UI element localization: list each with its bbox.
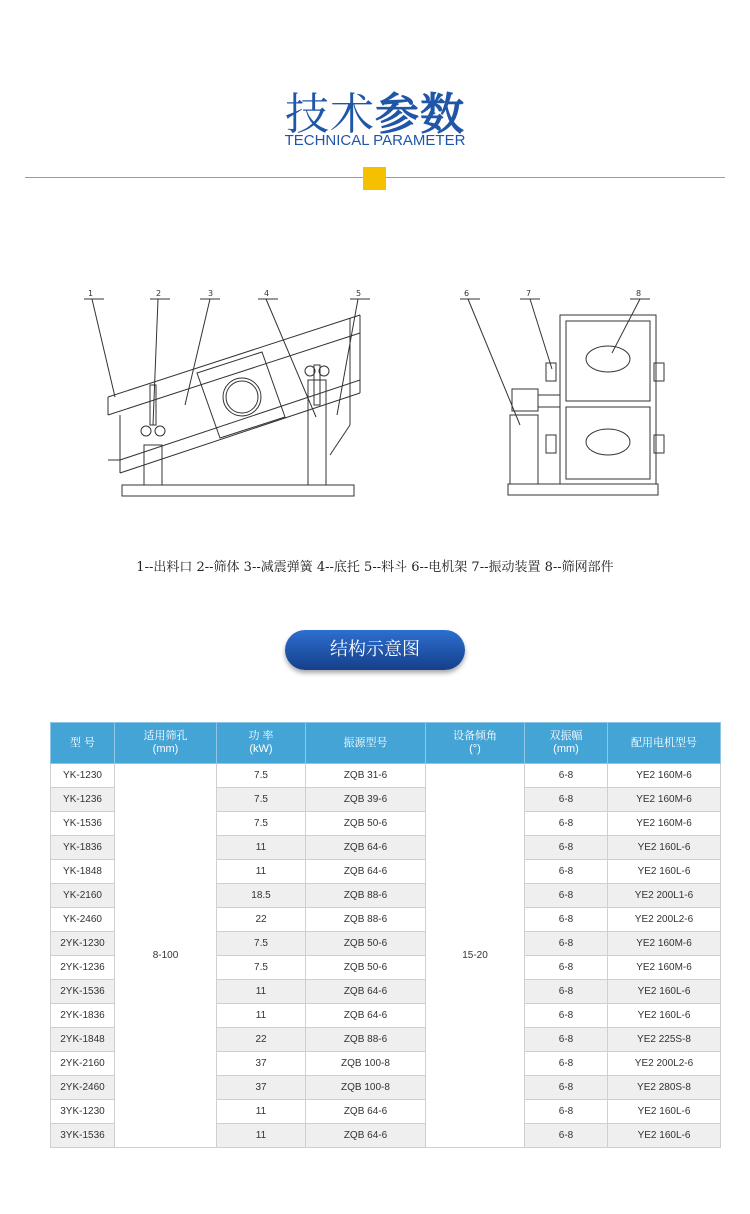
cell-power: 7.5	[217, 788, 306, 812]
cell-amplitude: 6-8	[525, 884, 608, 908]
cell-vibration-source: ZQB 50-6	[306, 812, 426, 836]
callout-label: 6	[464, 289, 470, 298]
column-header-power: 功 率 (kW)	[217, 723, 306, 764]
cell-model: YK-1848	[51, 860, 115, 884]
title-bold: 参数	[375, 89, 465, 140]
cell-model: 2YK-1536	[51, 980, 115, 1004]
cell-vibration-source: ZQB 64-6	[306, 836, 426, 860]
callout-label: 2	[156, 289, 162, 298]
vibrator-box	[197, 352, 285, 438]
cell-sieve-hole: 8-100	[115, 764, 217, 1148]
callout-label: 3	[208, 289, 214, 298]
column-header-motor: 配用电机型号	[608, 723, 721, 764]
cell-vibration-source: ZQB 64-6	[306, 1124, 426, 1148]
cell-angle: 15-20	[426, 764, 525, 1148]
cell-amplitude: 6-8	[525, 1028, 608, 1052]
column-header-angle: 设备倾角 (°)	[426, 723, 525, 764]
cell-power: 11	[217, 980, 306, 1004]
screen-mesh-upper	[586, 346, 630, 372]
cell-model: 3YK-1536	[51, 1124, 115, 1148]
cell-amplitude: 6-8	[525, 932, 608, 956]
cell-power: 11	[217, 1004, 306, 1028]
structure-drawing	[60, 285, 690, 505]
column-header-sieve-hole: 适用筛孔 (mm)	[115, 723, 217, 764]
cell-vibration-source: ZQB 50-6	[306, 956, 426, 980]
cell-power: 11	[217, 1124, 306, 1148]
title-light: 技术	[285, 89, 375, 140]
header	[0, 0, 750, 200]
cell-power: 7.5	[217, 932, 306, 956]
spec-table	[50, 722, 721, 1148]
cell-amplitude: 6-8	[525, 1004, 608, 1028]
cell-power: 22	[217, 1028, 306, 1052]
column-header-model: 型 号	[51, 723, 115, 764]
cell-vibration-source: ZQB 64-6	[306, 1004, 426, 1028]
cell-power: 11	[217, 1100, 306, 1124]
cell-vibration-source: ZQB 100-8	[306, 1076, 426, 1100]
cell-motor: YE2 160L-6	[608, 1100, 721, 1124]
cell-model: 2YK-1836	[51, 1004, 115, 1028]
cell-amplitude: 6-8	[525, 908, 608, 932]
cell-power: 7.5	[217, 956, 306, 980]
screen-mesh-lower	[586, 429, 630, 455]
cell-amplitude: 6-8	[525, 956, 608, 980]
cell-model: YK-1230	[51, 764, 115, 788]
cell-power: 11	[217, 836, 306, 860]
cell-motor: YE2 160L-6	[608, 1004, 721, 1028]
cell-amplitude: 6-8	[525, 788, 608, 812]
cell-model: YK-1836	[51, 836, 115, 860]
cell-power: 18.5	[217, 884, 306, 908]
column-header-vibration-source: 振源型号	[306, 723, 426, 764]
cell-amplitude: 6-8	[525, 812, 608, 836]
cell-model: 2YK-1848	[51, 1028, 115, 1052]
cell-motor: YE2 160L-6	[608, 980, 721, 1004]
cell-model: 2YK-1230	[51, 932, 115, 956]
cell-model: YK-1236	[51, 788, 115, 812]
cell-amplitude: 6-8	[525, 980, 608, 1004]
table-header-row	[51, 723, 721, 764]
structure-diagram-button[interactable]: 结构示意图	[285, 630, 465, 670]
page-subtitle: TECHNICAL PARAMETER	[284, 132, 466, 149]
column-header-amplitude: 双振幅 (mm)	[525, 723, 608, 764]
cell-power: 22	[217, 908, 306, 932]
cell-model: YK-2460	[51, 908, 115, 932]
cell-power: 37	[217, 1076, 306, 1100]
parts-legend: 1--出料口 2--筛体 3--减震弹簧 4--底托 5--料斗 6--电机架 7--振动装置 8--筛网部件	[136, 560, 614, 575]
cell-motor: YE2 160L-6	[608, 836, 721, 860]
cell-vibration-source: ZQB 39-6	[306, 788, 426, 812]
screen-box	[560, 315, 656, 484]
cell-motor: YE2 200L2-6	[608, 1052, 721, 1076]
cell-motor: YE2 160M-6	[608, 764, 721, 788]
cell-vibration-source: ZQB 64-6	[306, 1100, 426, 1124]
cell-amplitude: 6-8	[525, 1076, 608, 1100]
cell-vibration-source: ZQB 31-6	[306, 764, 426, 788]
cell-power: 37	[217, 1052, 306, 1076]
cell-amplitude: 6-8	[525, 836, 608, 860]
cell-vibration-source: ZQB 64-6	[306, 860, 426, 884]
cell-power: 11	[217, 860, 306, 884]
cell-motor: YE2 160L-6	[608, 1124, 721, 1148]
vibrator-wheel	[223, 378, 261, 416]
cell-power: 7.5	[217, 764, 306, 788]
divider-marker	[363, 167, 386, 190]
cell-power: 7.5	[217, 812, 306, 836]
cell-model: 2YK-2160	[51, 1052, 115, 1076]
cell-motor: YE2 280S-8	[608, 1076, 721, 1100]
callout-label: 5	[356, 289, 362, 298]
motor	[512, 389, 538, 411]
cell-amplitude: 6-8	[525, 1052, 608, 1076]
callout-label: 4	[264, 289, 270, 298]
cell-motor: YE2 200L2-6	[608, 908, 721, 932]
base-frame	[122, 485, 354, 496]
cell-vibration-source: ZQB 88-6	[306, 884, 426, 908]
cell-motor: YE2 160L-6	[608, 860, 721, 884]
table-row	[51, 764, 721, 788]
cell-amplitude: 6-8	[525, 1124, 608, 1148]
cell-model: 3YK-1230	[51, 1100, 115, 1124]
cell-amplitude: 6-8	[525, 1100, 608, 1124]
cell-vibration-source: ZQB 88-6	[306, 908, 426, 932]
cell-vibration-source: ZQB 88-6	[306, 1028, 426, 1052]
table-body	[51, 764, 721, 1148]
cell-motor: YE2 160M-6	[608, 788, 721, 812]
cell-motor: YE2 160M-6	[608, 932, 721, 956]
cell-amplitude: 6-8	[525, 860, 608, 884]
motor-stand	[510, 415, 538, 484]
cell-amplitude: 6-8	[525, 764, 608, 788]
cell-model: 2YK-2460	[51, 1076, 115, 1100]
callout-label: 1	[88, 289, 94, 298]
callout-label: 8	[636, 289, 642, 298]
cell-motor: YE2 200L1-6	[608, 884, 721, 908]
cell-motor: YE2 160M-6	[608, 956, 721, 980]
cell-motor: YE2 225S-8	[608, 1028, 721, 1052]
callout-label: 7	[526, 289, 532, 298]
cell-model: YK-2160	[51, 884, 115, 908]
cell-model: 2YK-1236	[51, 956, 115, 980]
cell-vibration-source: ZQB 64-6	[306, 980, 426, 1004]
cell-vibration-source: ZQB 50-6	[306, 932, 426, 956]
cell-vibration-source: ZQB 100-8	[306, 1052, 426, 1076]
motor-frame-base	[508, 484, 658, 495]
cell-motor: YE2 160M-6	[608, 812, 721, 836]
cell-model: YK-1536	[51, 812, 115, 836]
